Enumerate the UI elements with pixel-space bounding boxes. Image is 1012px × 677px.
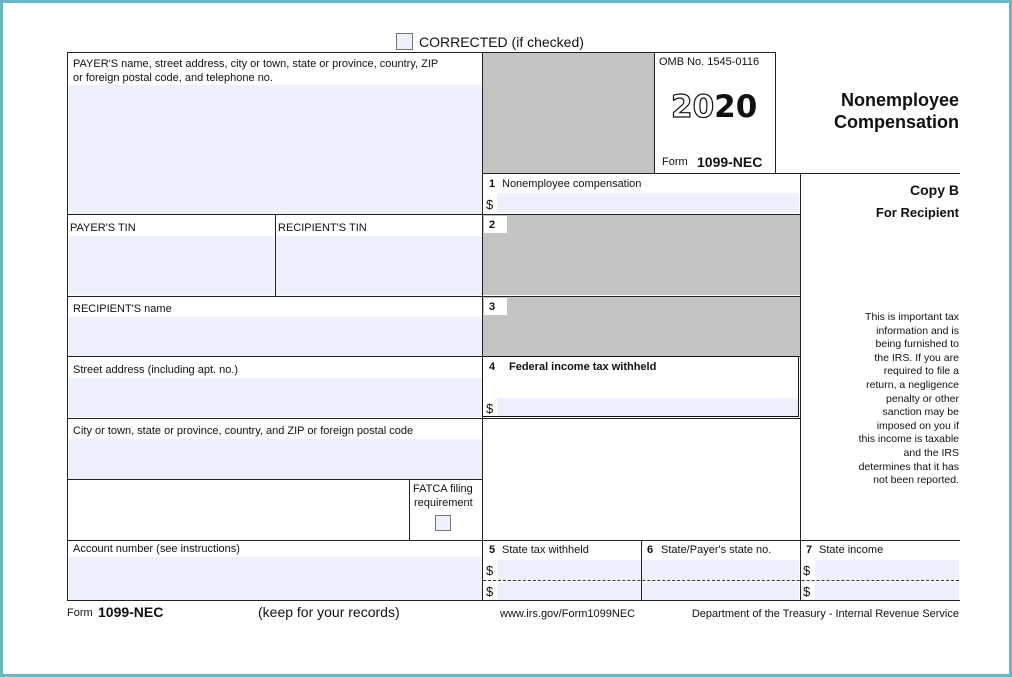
- notice-line: determines that it has: [858, 460, 959, 473]
- fatca-left-line: [409, 479, 410, 540]
- city-field[interactable]: [69, 439, 482, 479]
- box2-num-bg: [484, 216, 507, 233]
- recipient-name-field[interactable]: [69, 317, 482, 356]
- title-line1: Nonemployee: [840, 90, 959, 110]
- box7-dollar-2: $: [803, 584, 811, 599]
- right-col-line: [800, 173, 801, 601]
- payer-name-field[interactable]: [69, 85, 482, 214]
- form-prefix: Form: [662, 156, 688, 168]
- box4-dollar: $: [486, 401, 494, 416]
- box4-label: Federal income tax withheld: [509, 361, 657, 373]
- notice-line: This is important tax: [865, 311, 959, 323]
- notice-line: and the IRS: [903, 446, 959, 459]
- tax-year-bold: 20: [714, 89, 758, 125]
- payer-tin-label: PAYER'S TIN: [70, 222, 136, 234]
- payer-bottom-line: [67, 214, 801, 215]
- box3-number: 3: [489, 301, 496, 313]
- box2-number: 2: [489, 219, 496, 231]
- notice-line: not been reported.: [873, 474, 959, 487]
- tin-bottom-line: [67, 296, 801, 297]
- notice-line: being furnished to: [875, 338, 959, 351]
- box7-field-2[interactable]: [815, 582, 959, 600]
- payer-name-label-2: or foreign postal code, and telephone no.: [73, 72, 273, 84]
- box7-label: State income: [819, 544, 884, 556]
- account-top-line: [67, 540, 960, 541]
- box6-number: 6: [647, 544, 654, 556]
- box2-gray-area: [483, 215, 800, 295]
- box5-label: State tax withheld: [502, 544, 589, 556]
- box5-dollar-1: $: [486, 563, 494, 578]
- box4-number: 4: [489, 361, 496, 373]
- box6-left-line: [641, 540, 642, 601]
- box3-gray-area: [483, 297, 800, 356]
- tax-year-outline: 20: [671, 89, 715, 125]
- omb-left-line: [654, 52, 655, 173]
- street-address-field[interactable]: [69, 378, 482, 417]
- box6-label: State/Payer's state no.: [661, 544, 772, 556]
- notice-line: information and is: [876, 324, 959, 337]
- notice-line: penalty or other: [886, 392, 959, 405]
- notice-line: this income is taxable: [858, 433, 959, 446]
- payer-name-label-1: PAYER'S name, street address, city or town, state or province, country, ZIP: [73, 58, 439, 70]
- copy-title: Copy B: [910, 182, 959, 198]
- box7-dollar-1: $: [803, 563, 811, 578]
- box6-field-2[interactable]: [642, 582, 799, 600]
- tin-divider: [275, 214, 276, 296]
- corrected-checkbox[interactable]: [396, 33, 413, 50]
- account-number-label: Account number (see instructions): [73, 543, 240, 555]
- corrected-label: CORRECTED (if checked): [419, 34, 584, 50]
- recipient-name-label: RECIPIENT'S name: [73, 303, 172, 315]
- col-divider-main: [482, 52, 483, 601]
- box5-dollar-2: $: [486, 584, 494, 599]
- box1-number: 1: [489, 178, 496, 190]
- box5-number: 5: [489, 544, 496, 556]
- box7-field-1[interactable]: [815, 560, 959, 580]
- box1-label: Nonemployee compensation: [502, 178, 642, 190]
- form-bottom-line: [67, 600, 960, 601]
- box1-dollar: $: [486, 197, 494, 212]
- tax-year: [671, 90, 757, 124]
- notice-line: return, a negligence: [866, 378, 959, 391]
- copy-subtitle: For Recipient: [875, 205, 959, 220]
- form-left-border: [67, 52, 68, 601]
- notice-line: the IRS. If you are: [874, 351, 959, 364]
- omb-number: OMB No. 1545-0116: [659, 56, 760, 68]
- footer-keep: (keep for your records): [258, 604, 400, 620]
- fatca-label-1: FATCA filing: [413, 483, 473, 495]
- footer-form-prefix: Form: [67, 607, 93, 619]
- city-bottom-line: [67, 479, 483, 480]
- footer-dept: Department of the Treasury - Internal Revenue Service: [691, 608, 959, 620]
- title-line2: Compensation: [833, 112, 959, 132]
- notice-line: sanction may be: [882, 406, 959, 419]
- omb-gray-area: [483, 53, 654, 173]
- recipient-tin-label: RECIPIENT'S TIN: [278, 222, 367, 234]
- box1-field[interactable]: [497, 193, 799, 213]
- recipient-tin-field[interactable]: [276, 236, 482, 295]
- top-border: [67, 52, 776, 53]
- box3-num-bg: [484, 298, 507, 315]
- fatca-checkbox[interactable]: [435, 515, 451, 531]
- notice-line: imposed on you if: [876, 419, 959, 432]
- notice-line: required to file a: [883, 365, 959, 378]
- omb-right-line: [775, 52, 776, 173]
- footer-url: www.irs.gov/Form1099NEC: [500, 608, 636, 620]
- box7-number: 7: [806, 544, 813, 556]
- state-dashed-line: [483, 580, 959, 581]
- footer-form-name: 1099-NEC: [98, 604, 164, 620]
- box5-field-1[interactable]: [497, 560, 641, 580]
- box1-top-line: [482, 173, 960, 174]
- form-name: 1099-NEC: [697, 154, 763, 170]
- fatca-label-2: requirement: [414, 497, 473, 509]
- payer-tin-field[interactable]: [69, 236, 274, 295]
- box6-field-1[interactable]: [642, 560, 799, 580]
- street-address-label: Street address (including apt. no.): [73, 364, 239, 376]
- account-number-field[interactable]: [69, 557, 482, 600]
- street-bottom-line: [67, 418, 801, 419]
- box5-field-2[interactable]: [497, 582, 641, 600]
- copy-notice: [809, 311, 959, 488]
- city-label: City or town, state or province, country, and ZIP or foreign postal code: [73, 425, 414, 437]
